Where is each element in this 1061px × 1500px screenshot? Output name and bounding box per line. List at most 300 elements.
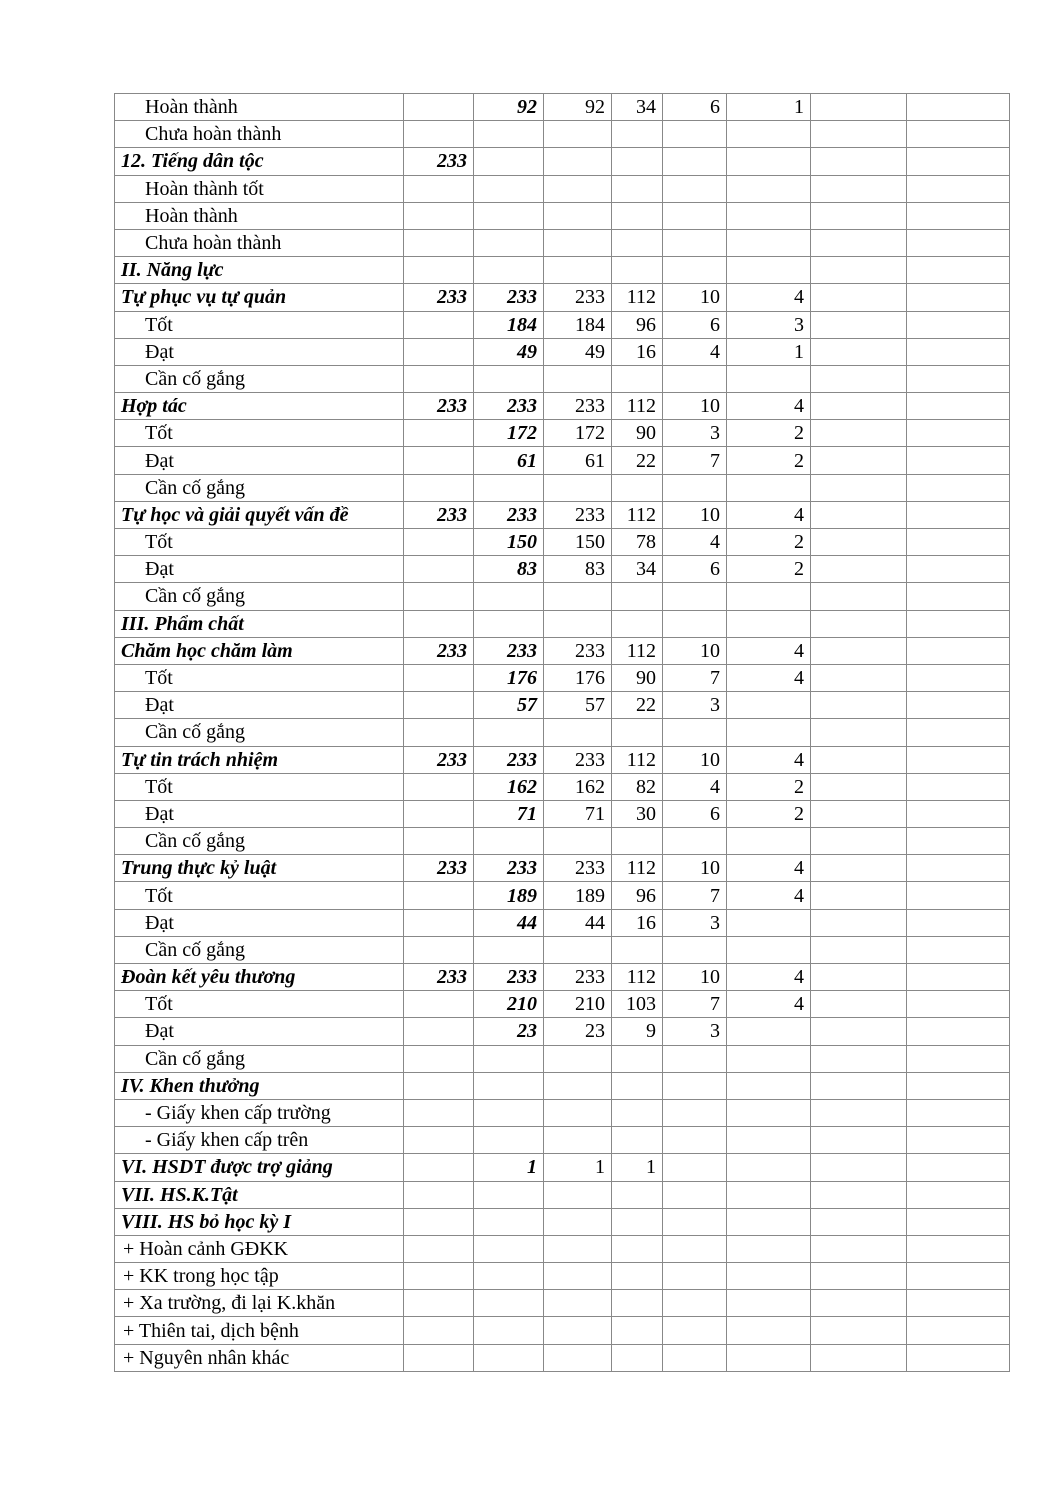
table-cell: 150 [544, 529, 612, 556]
table-cell [474, 1235, 544, 1262]
table-row [115, 284, 1010, 311]
table-cell [404, 447, 474, 474]
table-cell: 233 [544, 964, 612, 991]
table-cell [727, 1290, 811, 1317]
table-cell [907, 583, 1010, 610]
row-label: Tốt [115, 311, 404, 338]
row-label: Cần cố gắng [115, 828, 404, 855]
table-row [115, 474, 1010, 501]
table-cell [404, 556, 474, 583]
table-cell [811, 1344, 907, 1371]
table-cell [404, 909, 474, 936]
table-cell [727, 474, 811, 501]
table-cell [727, 365, 811, 392]
table-cell [907, 474, 1010, 501]
table-cell [727, 936, 811, 963]
table-row [115, 393, 1010, 420]
table-cell [404, 1344, 474, 1371]
row-label: Đạt [115, 338, 404, 365]
table-cell [612, 202, 663, 229]
table-cell [663, 148, 727, 175]
row-label: Chăm học chăm làm [115, 637, 404, 664]
table-cell: 96 [612, 882, 663, 909]
table-cell [907, 1263, 1010, 1290]
table-cell [811, 447, 907, 474]
table-cell [907, 501, 1010, 528]
table-cell [907, 1127, 1010, 1154]
table-cell [727, 828, 811, 855]
table-cell [811, 800, 907, 827]
table-cell: 2 [727, 529, 811, 556]
row-label: Tự tin trách nhiệm [115, 746, 404, 773]
table-row [115, 1127, 1010, 1154]
table-cell [811, 121, 907, 148]
table-row [115, 175, 1010, 202]
table-cell: 233 [474, 393, 544, 420]
table-cell [474, 257, 544, 284]
table-cell [811, 148, 907, 175]
table-cell [474, 1127, 544, 1154]
table-cell: 3 [727, 311, 811, 338]
table-cell [663, 1208, 727, 1235]
table-cell [811, 556, 907, 583]
table-row [115, 1099, 1010, 1126]
table-cell [404, 1263, 474, 1290]
row-label: + KK trong học tập [115, 1263, 404, 1290]
table-cell [907, 529, 1010, 556]
table-cell [612, 1317, 663, 1344]
table-cell [727, 1344, 811, 1371]
table-cell [474, 365, 544, 392]
row-label: Đạt [115, 800, 404, 827]
table-cell: 2 [727, 420, 811, 447]
table-cell [612, 1181, 663, 1208]
table-row [115, 529, 1010, 556]
table-cell [663, 828, 727, 855]
table-cell: 30 [612, 800, 663, 827]
row-label: Cần cố gắng [115, 936, 404, 963]
row-label: Tự phục vụ tự quản [115, 284, 404, 311]
table-cell: 92 [544, 94, 612, 121]
table-row [115, 746, 1010, 773]
table-cell: 23 [474, 1018, 544, 1045]
row-label: III. Phẩm chất [115, 610, 404, 637]
table-cell [811, 1072, 907, 1099]
table-cell [612, 229, 663, 256]
table-cell [811, 1317, 907, 1344]
table-cell [474, 936, 544, 963]
table-cell [663, 1344, 727, 1371]
table-cell [811, 202, 907, 229]
table-cell: 3 [663, 420, 727, 447]
table-cell [663, 1072, 727, 1099]
table-row [115, 1072, 1010, 1099]
table-row [115, 719, 1010, 746]
row-label: + Nguyên nhân khác [115, 1344, 404, 1371]
table-cell [404, 610, 474, 637]
table-row [115, 1018, 1010, 1045]
table-cell [612, 1045, 663, 1072]
table-row [115, 338, 1010, 365]
table-cell: 4 [727, 964, 811, 991]
table-cell [907, 1099, 1010, 1126]
row-label: Đạt [115, 556, 404, 583]
table-cell: 233 [544, 637, 612, 664]
table-cell [404, 583, 474, 610]
table-cell [404, 1045, 474, 1072]
table-cell [811, 474, 907, 501]
table-cell [544, 1127, 612, 1154]
row-label: - Giấy khen cấp trường [115, 1099, 404, 1126]
table-cell [663, 1290, 727, 1317]
table-cell [907, 719, 1010, 746]
table-cell: 83 [474, 556, 544, 583]
table-cell [404, 719, 474, 746]
table-cell [663, 1317, 727, 1344]
table-cell [907, 936, 1010, 963]
table-cell: 4 [727, 746, 811, 773]
table-cell [474, 1181, 544, 1208]
table-cell: 189 [474, 882, 544, 909]
table-cell: 112 [612, 501, 663, 528]
table-cell: 34 [612, 556, 663, 583]
row-label: Hoàn thành [115, 202, 404, 229]
table-cell: 90 [612, 420, 663, 447]
table-cell [544, 1208, 612, 1235]
table-cell [612, 1263, 663, 1290]
table-row [115, 1344, 1010, 1371]
table-cell: 6 [663, 311, 727, 338]
table-cell: 162 [474, 773, 544, 800]
table-cell: 71 [474, 800, 544, 827]
table-cell: 10 [663, 393, 727, 420]
table-row [115, 420, 1010, 447]
table-cell [612, 365, 663, 392]
table-cell: 44 [544, 909, 612, 936]
row-label: Tốt [115, 420, 404, 447]
table-cell: 7 [663, 991, 727, 1018]
table-cell [474, 1099, 544, 1126]
table-cell [811, 964, 907, 991]
row-label: VII. HS.K.Tật [115, 1181, 404, 1208]
row-label: Đạt [115, 447, 404, 474]
table-cell: 90 [612, 664, 663, 691]
table-cell [811, 746, 907, 773]
table-cell [663, 719, 727, 746]
row-label: Tốt [115, 529, 404, 556]
table-cell [727, 610, 811, 637]
table-row [115, 1235, 1010, 1262]
table-cell [404, 773, 474, 800]
table-cell [544, 257, 612, 284]
table-cell [663, 1181, 727, 1208]
table-cell [907, 420, 1010, 447]
table-cell [404, 1154, 474, 1181]
table-cell [907, 121, 1010, 148]
table-cell [404, 1181, 474, 1208]
table-cell: 4 [727, 393, 811, 420]
table-cell [612, 719, 663, 746]
table-cell: 61 [544, 447, 612, 474]
table-cell [544, 828, 612, 855]
row-label: Đoàn kết yêu thương [115, 964, 404, 991]
table-cell [404, 420, 474, 447]
table-cell [907, 1235, 1010, 1262]
table-cell [907, 1290, 1010, 1317]
table-cell [544, 365, 612, 392]
table-cell: 233 [404, 393, 474, 420]
table-cell [404, 664, 474, 691]
table-cell [907, 882, 1010, 909]
table-cell [811, 1263, 907, 1290]
table-cell [907, 692, 1010, 719]
row-label: Tốt [115, 991, 404, 1018]
table-cell: 162 [544, 773, 612, 800]
table-cell [907, 855, 1010, 882]
table-cell [727, 692, 811, 719]
table-cell: 112 [612, 637, 663, 664]
table-cell: 1 [727, 338, 811, 365]
table-cell [727, 909, 811, 936]
table-cell: 6 [663, 556, 727, 583]
table-cell [811, 365, 907, 392]
table-cell: 57 [544, 692, 612, 719]
table-cell [404, 828, 474, 855]
table-cell [663, 610, 727, 637]
table-cell: 189 [544, 882, 612, 909]
row-label: Cần cố gắng [115, 474, 404, 501]
table-cell: 233 [404, 637, 474, 664]
table-cell [404, 529, 474, 556]
table-row [115, 800, 1010, 827]
table-cell [907, 664, 1010, 691]
table-cell [907, 94, 1010, 121]
table-cell [663, 936, 727, 963]
table-cell [811, 909, 907, 936]
table-cell [544, 202, 612, 229]
table-cell [811, 1208, 907, 1235]
table-row [115, 1208, 1010, 1235]
table-cell [404, 882, 474, 909]
table-cell [811, 338, 907, 365]
table-cell: 1 [727, 94, 811, 121]
table-row [115, 828, 1010, 855]
table-cell: 112 [612, 964, 663, 991]
table-cell: 233 [474, 855, 544, 882]
table-cell [663, 1154, 727, 1181]
table-cell: 16 [612, 338, 663, 365]
table-cell [907, 311, 1010, 338]
table-cell: 103 [612, 991, 663, 1018]
table-cell [907, 1072, 1010, 1099]
table-cell [544, 1317, 612, 1344]
table-cell [544, 1181, 612, 1208]
table-cell [811, 773, 907, 800]
table-cell [811, 991, 907, 1018]
table-cell: 112 [612, 855, 663, 882]
table-cell [544, 583, 612, 610]
table-cell [907, 556, 1010, 583]
table-cell: 233 [544, 393, 612, 420]
table-cell [907, 1018, 1010, 1045]
table-cell: 233 [404, 284, 474, 311]
row-label: + Thiên tai, dịch bệnh [115, 1317, 404, 1344]
table-cell [663, 257, 727, 284]
row-label: II. Năng lực [115, 257, 404, 284]
table-cell [811, 637, 907, 664]
table-row [115, 637, 1010, 664]
row-label: + Xa trường, đi lại K.khăn [115, 1290, 404, 1317]
table-cell [404, 1235, 474, 1262]
table-cell [907, 610, 1010, 637]
table-cell [907, 1344, 1010, 1371]
table-cell [811, 828, 907, 855]
table-cell [907, 338, 1010, 365]
table-cell: 112 [612, 284, 663, 311]
table-row [115, 664, 1010, 691]
table-cell [612, 1127, 663, 1154]
table-cell [727, 202, 811, 229]
table-cell [404, 1072, 474, 1099]
table-cell: 10 [663, 637, 727, 664]
table-cell [811, 229, 907, 256]
table-cell [544, 1263, 612, 1290]
row-label: VIII. HS bỏ học kỳ I [115, 1208, 404, 1235]
row-label: VI. HSDT được trợ giảng [115, 1154, 404, 1181]
table-cell: 184 [474, 311, 544, 338]
row-label: Trung thực kỷ luật [115, 855, 404, 882]
table-cell [544, 719, 612, 746]
table-row [115, 1045, 1010, 1072]
table-cell [907, 447, 1010, 474]
table-cell [907, 828, 1010, 855]
table-cell [404, 936, 474, 963]
table-cell [474, 229, 544, 256]
table-cell [907, 800, 1010, 827]
table-cell [811, 1099, 907, 1126]
table-cell [907, 637, 1010, 664]
table-cell [404, 175, 474, 202]
table-cell: 82 [612, 773, 663, 800]
table-cell [404, 365, 474, 392]
table-cell: 172 [474, 420, 544, 447]
row-label: Cần cố gắng [115, 719, 404, 746]
table-cell [544, 1045, 612, 1072]
table-cell [663, 1099, 727, 1126]
table-cell [727, 1127, 811, 1154]
table-cell: 23 [544, 1018, 612, 1045]
table-cell [907, 175, 1010, 202]
row-label: - Giấy khen cấp trên [115, 1127, 404, 1154]
table-cell: 4 [727, 501, 811, 528]
table-cell [404, 692, 474, 719]
statistics-table [114, 93, 1010, 1372]
table-row [115, 692, 1010, 719]
table-cell [811, 583, 907, 610]
table-row [115, 556, 1010, 583]
table-body [115, 94, 1010, 1372]
row-label: Đạt [115, 1018, 404, 1045]
table-cell [544, 1344, 612, 1371]
table-cell [544, 1072, 612, 1099]
table-cell [404, 1290, 474, 1317]
table-cell [907, 991, 1010, 1018]
table-cell [404, 1099, 474, 1126]
table-cell [544, 474, 612, 501]
table-cell: 4 [663, 773, 727, 800]
table-cell [811, 1127, 907, 1154]
table-cell: 233 [544, 855, 612, 882]
table-cell: 3 [663, 1018, 727, 1045]
table-cell [612, 474, 663, 501]
table-cell [811, 610, 907, 637]
table-cell: 233 [404, 855, 474, 882]
table-cell [907, 393, 1010, 420]
table-cell [811, 692, 907, 719]
table-cell [474, 148, 544, 175]
table-cell: 34 [612, 94, 663, 121]
table-cell: 233 [474, 964, 544, 991]
table-cell: 16 [612, 909, 663, 936]
table-cell [474, 1290, 544, 1317]
row-label: Chưa hoàn thành [115, 229, 404, 256]
table-cell [811, 420, 907, 447]
table-cell: 4 [727, 991, 811, 1018]
table-cell [811, 1290, 907, 1317]
row-label: Tự học và giải quyết vấn đề [115, 501, 404, 528]
table-cell [907, 1208, 1010, 1235]
row-label: 12. Tiếng dân tộc [115, 148, 404, 175]
table-cell [404, 311, 474, 338]
table-cell [663, 175, 727, 202]
table-cell [811, 175, 907, 202]
table-row [115, 936, 1010, 963]
table-cell [474, 1208, 544, 1235]
table-row [115, 148, 1010, 175]
table-cell: 57 [474, 692, 544, 719]
table-cell: 112 [612, 746, 663, 773]
table-cell [404, 1018, 474, 1045]
table-cell [404, 474, 474, 501]
table-cell [727, 1181, 811, 1208]
row-label: Hợp tác [115, 393, 404, 420]
table-cell: 4 [663, 529, 727, 556]
table-cell: 172 [544, 420, 612, 447]
table-cell [544, 936, 612, 963]
table-cell [907, 257, 1010, 284]
table-cell [474, 474, 544, 501]
table-cell: 3 [663, 909, 727, 936]
table-cell: 233 [404, 501, 474, 528]
table-cell [811, 1154, 907, 1181]
table-cell: 233 [544, 746, 612, 773]
table-row [115, 991, 1010, 1018]
table-cell: 61 [474, 447, 544, 474]
table-cell: 49 [474, 338, 544, 365]
table-cell [474, 583, 544, 610]
table-cell [663, 229, 727, 256]
table-cell [811, 393, 907, 420]
table-cell [474, 828, 544, 855]
table-cell: 1 [544, 1154, 612, 1181]
table-row [115, 202, 1010, 229]
table-row [115, 855, 1010, 882]
table-cell: 4 [727, 882, 811, 909]
row-label: + Hoàn cảnh GĐKK [115, 1235, 404, 1262]
table-cell [612, 121, 663, 148]
table-cell: 4 [727, 664, 811, 691]
table-cell [811, 1235, 907, 1262]
